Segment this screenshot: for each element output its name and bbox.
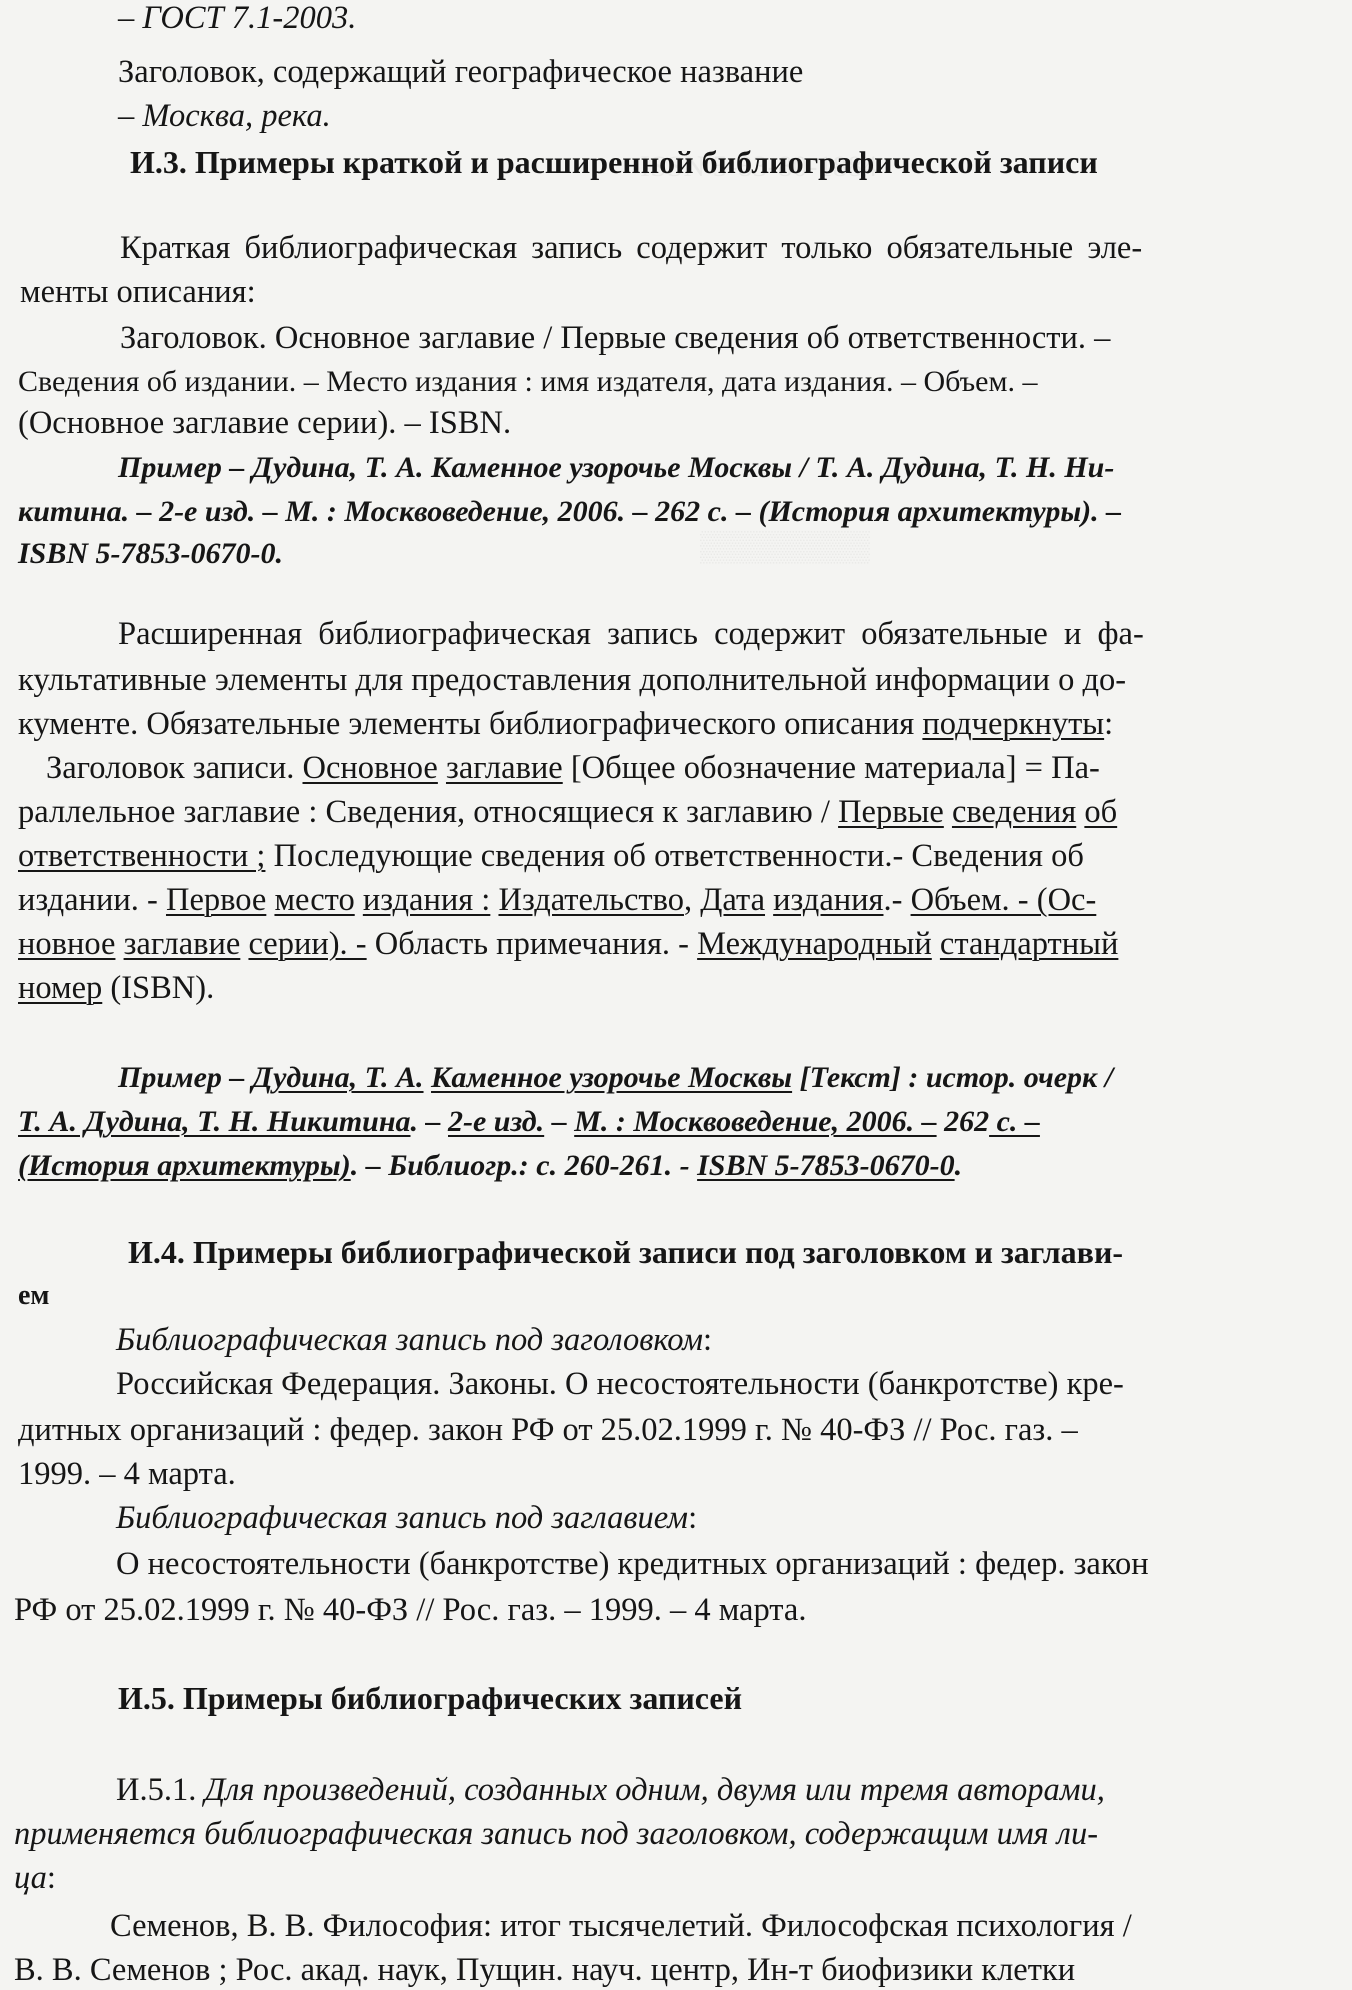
heading-example-line-1: Российская Федерация. Законы. О несостоятельности (банкротстве) кре- [116,1366,1124,1402]
ext-scheme-line-1: Заголовок записи. Основное заглавие [Общее обозначение материала] = Па- [46,750,1100,786]
ext-scheme-line-3: ответственности ; Последующие сведения об ответственности.- Сведения об [18,838,1084,874]
heading-example-line-2: дитных организаций : федер. закон РФ от 25.02.1999 г. № 40-ФЗ // Рос. газ. – [18,1412,1078,1448]
short-scheme-line-1: Заголовок. Основное заглавие / Первые сведения об ответственности. – [120,320,1111,356]
title-example-line-2: РФ от 25.02.1999 г. № 40-ФЗ // Рос. газ. – 1999. – 4 марта. [14,1592,807,1628]
ext-example-line-1: Пример – Дудина, Т. А. Каменное узорочье Москвы [Текст] : истор. очерк / [118,1061,1114,1094]
section-5-title: И.5. Примеры библиографических записей [118,1680,742,1716]
short-scheme-line-2: Сведения об издании. – Место издания : имя издателя, дата издания. – Объем. – [18,365,1038,398]
title-record-label: Библиографическая запись под заглавием: [116,1500,698,1536]
heading-record-label: Библиографическая запись под заголовком: [116,1322,713,1358]
geo-example-line: – Москва, река. [118,98,331,134]
section-3-title: И.3. Примеры краткой и расширенной библиографической записи [130,144,1098,180]
section-5-1-line-2: применяется библиографическая запись под заголовком, содержащим имя ли- [14,1816,1099,1852]
ext-example-line-2: Т. А. Дудина, Т. Н. Никитина. – 2-е изд. – М. : Москвоведение, 2006. – 262 с. – [18,1105,1040,1138]
title-example-line-1: О несостоятельности (банкротстве) кредитных организаций : федер. закон [116,1546,1149,1582]
ext-scheme-line-5: новное заглавие серии). - Область примечания. - Международный стандартный [18,926,1119,962]
section-5-example-line-1: Семенов, В. В. Философия: итог тысячелетий. Философская психология / [110,1908,1132,1944]
short-intro-line-1: Краткая библиографическая запись содержит только обязательные эле- [120,230,1143,266]
section-4-title-line-2: ем [18,1280,50,1311]
gost-line: – ГОСТ 7.1-2003. [118,0,357,36]
ext-intro-line-1: Расширенная библиографическая запись содержит обязательные и фа- [118,616,1144,652]
short-scheme-line-3: (Основное заглавие серии). – ISBN. [18,405,512,441]
short-intro-line-2: менты описания: [20,274,256,310]
geo-heading-line: Заголовок, содержащий географическое название [118,54,804,90]
heading-example-line-3: 1999. – 4 марта. [18,1456,236,1492]
ext-scheme-line-6: номер (ISBN). [18,970,215,1006]
ext-scheme-line-2: раллельное заглавие : Сведения, относящиеся к заглавию / Первые сведения об [18,794,1118,830]
short-example-line-1: Пример – Дудина, Т. А. Каменное узорочье Москвы / Т. А. Дудина, Т. Н. Ни- [118,451,1115,484]
short-example-line-3: ISBN 5-7853-0670-0. [18,537,284,570]
ext-scheme-line-4: издании. - Первое место издания : Издательство, Дата издания.- Объем. - (Ос- [18,882,1097,918]
ext-intro-line-3: кументе. Обязательные элементы библиографического описания подчеркнуты: [18,706,1114,742]
bleed-through-text [700,530,870,564]
short-example-line-2: китина. – 2-е изд. – М. : Москвоведение, 2006. – 262 с. – (История архитектуры). – [18,495,1122,528]
section-4-title-line-1: И.4. Примеры библиографической записи под заголовком и заглави- [128,1234,1124,1270]
ext-intro-line-2: культативные элементы для предоставления дополнительной информации о до- [18,662,1127,698]
section-5-1-line-3: ца: [14,1860,56,1896]
section-5-1-line-1: И.5.1. Для произведений, созданных одним, двумя или тремя авторами, [116,1772,1105,1808]
section-5-example-line-2: В. В. Семенов ; Рос. акад. наук, Пущин. науч. центр, Ин-т биофизики клетки [14,1952,1076,1988]
ext-example-line-3: (История архитектуры). – Библиогр.: с. 260-261. - ISBN 5-7853-0670-0. [18,1149,963,1182]
